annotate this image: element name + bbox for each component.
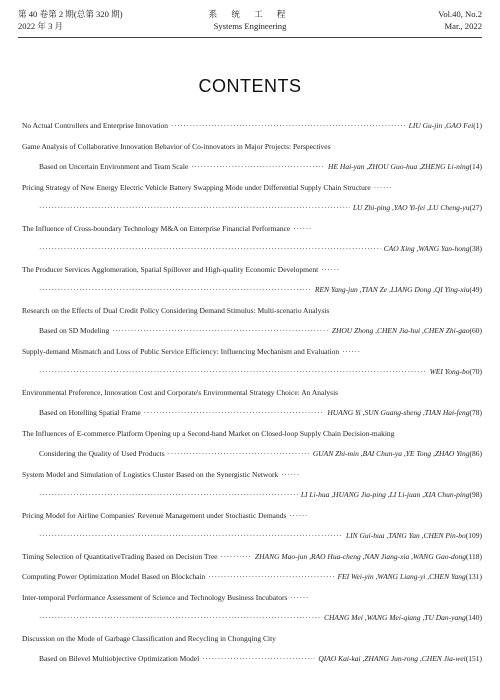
leader-dots [220, 552, 251, 561]
leader-dots [191, 162, 325, 171]
toc-entry-line [22, 326, 482, 347]
journal-cn: 系 统 工 程 [208, 9, 292, 19]
toc-entry-line [22, 183, 482, 204]
leader-dots [39, 490, 298, 499]
toc-entry-line [22, 224, 482, 245]
author-names: QIAO Kai-kai ,ZHANG Jun-rong ,CHEN Jia-wei [318, 654, 466, 663]
header-center [18, 8, 482, 32]
toc-entry-authors [337, 572, 482, 581]
toc-entry-line [22, 531, 482, 552]
page-number: (98) [469, 490, 482, 499]
toc-entry-title[interactable]: The Influences of E-commerce Platform Opening up a Second-hand Market on Closed-loop Supply Chain Decision-making [22, 428, 395, 438]
toc-entry-authors [346, 531, 482, 540]
toc-entry-authors [324, 613, 482, 622]
toc-entry-line [22, 121, 482, 142]
page-number: (70) [469, 367, 482, 376]
toc-entry-title[interactable]: Based on Hotelling Spatial Frame [39, 408, 141, 417]
toc-entry-title[interactable]: Based on Bilevel Multiobjective Optimization Model [39, 654, 200, 663]
author-names: LI Li-hua ,HUANG Jia-ping ,LI Li-juan ,XIA Chun-ping [300, 490, 470, 499]
page-header [18, 8, 482, 36]
leader-dots [39, 367, 427, 376]
leader-dots [39, 613, 321, 622]
page-number: (131) [465, 572, 482, 581]
leader-dots [171, 121, 406, 130]
author-names: ZHANG Mao-jun ,RAO Hua-cheng ,NAN Jiang-xia ,WANG Gao-dong [254, 551, 467, 561]
leader-dots [293, 224, 311, 233]
toc-entry-title[interactable]: Based on SD Modeling [39, 326, 110, 335]
toc-entry-title[interactable]: Game Analysis of Collaborative Innovation Behavior of Co-innovators in Major Projects: Perspectives [22, 141, 331, 151]
table-of-contents [22, 121, 482, 675]
page-number: (49) [469, 285, 482, 294]
author-names: REN Yang-jun ,TIAN Ze ,LIANG Dong ,QI Ying-xiu [314, 285, 470, 294]
volume-cn: 第 40 卷第 2 期(总第 320 期) [18, 9, 123, 19]
toc-entry-line [22, 449, 482, 470]
toc-entry-line [22, 162, 482, 183]
author-names: GUAN Zhi-min ,BAI Chun-ya ,YE Tong ,ZHAO Ying [312, 449, 470, 458]
toc-entry-line [22, 367, 482, 388]
page-number: (86) [469, 449, 482, 458]
page-number: (78) [469, 408, 482, 417]
page-number: (118) [466, 551, 482, 561]
author-names: ZHOU Zhong ,CHEN Jia-hui ,CHEN Zhi-gao [331, 326, 470, 335]
toc-entry-title[interactable]: The Producer Services Agglomeration, Spatial Spillover and High-quality Economic Development [22, 264, 319, 274]
toc-entry-authors [328, 162, 482, 171]
toc-entry-title[interactable]: Discussion on the Mode of Garbage Classification and Recycling in Chongqing City [22, 633, 276, 643]
leader-dots [39, 244, 381, 253]
toc-entry-line [22, 347, 482, 368]
toc-entry-line [22, 306, 482, 327]
toc-entry-title[interactable]: Pricing Model for Airline Companies' Revenue Management under Stochastic Demands [22, 510, 287, 520]
header-right [438, 8, 482, 32]
toc-entry-line [22, 285, 482, 306]
leader-dots [374, 183, 392, 192]
date-cn: 2022 年 3 月 [18, 21, 64, 31]
toc-entry-line [22, 634, 482, 655]
toc-entry-title[interactable]: Pricing Strategy of New Energy Electric Vehicle Battery Swapping Mode under Differential Supply Chain Structure [22, 182, 371, 192]
toc-entry-authors [384, 244, 482, 253]
toc-entry-line [22, 511, 482, 532]
page-number: (151) [465, 654, 482, 663]
toc-entry-title[interactable]: Computing Power Optimization Model Based on Blockchain [22, 572, 206, 581]
page-number: (140) [465, 613, 482, 622]
leader-dots [281, 470, 299, 479]
toc-entry-title[interactable]: Inter-temporal Performance Assessment of Science and Technology Business Incubators [22, 592, 288, 602]
leader-dots [39, 203, 350, 212]
page-number: (109) [465, 531, 482, 540]
toc-entry-title[interactable]: Considering the Quality of Used Products [39, 449, 165, 458]
toc-entry-line [22, 470, 482, 491]
page-number: (38) [469, 244, 482, 253]
leader-dots [112, 326, 329, 335]
leader-dots [321, 265, 339, 274]
toc-entry-line [22, 613, 482, 634]
toc-entry-line [22, 203, 482, 224]
author-names: WEI Yong-bo [429, 367, 470, 376]
toc-entry-authors [430, 367, 482, 376]
toc-entry-title[interactable]: No Actual Controllers and Enterprise Innovation [22, 121, 169, 130]
toc-entry-line [22, 572, 482, 593]
toc-entry-authors [353, 203, 482, 212]
leader-dots [342, 347, 360, 356]
leader-dots [39, 531, 343, 540]
page-number: (27) [469, 203, 482, 212]
page-number: (14) [469, 162, 482, 171]
author-names: HUANG Yi ,SUN Guang-sheng ,TIAN Hai-feng [327, 408, 470, 417]
toc-entry-line [22, 429, 482, 450]
leader-dots [39, 285, 312, 294]
date-en: Mar., 2022 [444, 21, 482, 31]
author-names: FEI Wei-yin ,WANG Liang-yi ,CHEN Yang [337, 572, 466, 581]
author-names: LU Zhi-ping ,YAO Yi-fei ,LU Cheng-yu [352, 203, 470, 212]
toc-entry-line [22, 654, 482, 675]
leader-dots [289, 511, 307, 520]
toc-entry-authors [315, 285, 482, 294]
toc-entry-authors [409, 121, 482, 130]
toc-entry-title[interactable]: Timing Selection of QuantitativeTrading Based on Decision Tree [22, 551, 218, 561]
toc-entry-title[interactable]: Based on Uncertain Environment and Team Scale [39, 162, 189, 171]
author-names: CAO Xing ,WANG Yan-hong [383, 244, 470, 253]
author-names: HE Hai-yan ,ZHOU Guo-hua ,ZHENG Li-ning [328, 162, 470, 171]
page-number: (60) [469, 326, 482, 335]
toc-entry-line [22, 490, 482, 511]
toc-entry-title[interactable]: Research on the Effects of Dual Credit Policy Considering Demand Stimulus: Multi-scenario Analysis [22, 305, 330, 315]
journal-en: Systems Engineering [213, 21, 287, 31]
toc-entry-authors [327, 408, 482, 417]
toc-entry-title[interactable]: The Influence of Cross-boundary Technology M&A on Enterprise Financial Performance [22, 223, 291, 233]
page-number: (1) [473, 121, 482, 130]
toc-entry-line [22, 265, 482, 286]
toc-entry-authors [313, 449, 482, 458]
toc-entry-authors [301, 490, 482, 499]
leader-dots [208, 572, 334, 581]
toc-entry-title[interactable]: Supply-demand Mismatch and Loss of Public Service Efficiency: Influencing Mechanism and Evaluation [22, 346, 340, 356]
toc-entry-line [22, 244, 482, 265]
header-divider [18, 37, 482, 38]
toc-entry-line [22, 408, 482, 429]
toc-entry-line [22, 142, 482, 163]
author-names: LIU Gu-jin ,GAO Fei [408, 121, 474, 130]
page-title: CONTENTS [198, 76, 302, 96]
toc-entry-authors [255, 552, 482, 561]
toc-entry-line [22, 388, 482, 409]
leader-dots [290, 593, 308, 602]
leader-dots [168, 449, 310, 458]
toc-entry-authors [318, 654, 482, 663]
author-names: LIN Gui-hua ,TANG Yan ,CHEN Pin-bo [345, 531, 466, 540]
toc-entry-title[interactable]: System Model and Simulation of Logistics Cluster Based on the Synergistic Network [22, 469, 279, 479]
leader-dots [144, 408, 325, 417]
toc-entry-line [22, 593, 482, 614]
toc-entry-line [22, 552, 482, 573]
volume-en: Vol.40, No.2 [438, 9, 482, 19]
leader-dots [202, 654, 315, 663]
author-names: CHANG Mei ,WANG Mei-qiang ,TU Dan-yang [324, 613, 466, 622]
toc-entry-authors [332, 326, 482, 335]
toc-entry-title[interactable]: Environmental Preference, Innovation Cost and Corporate's Environmental Strategy Choice: An Analysis [22, 387, 339, 397]
